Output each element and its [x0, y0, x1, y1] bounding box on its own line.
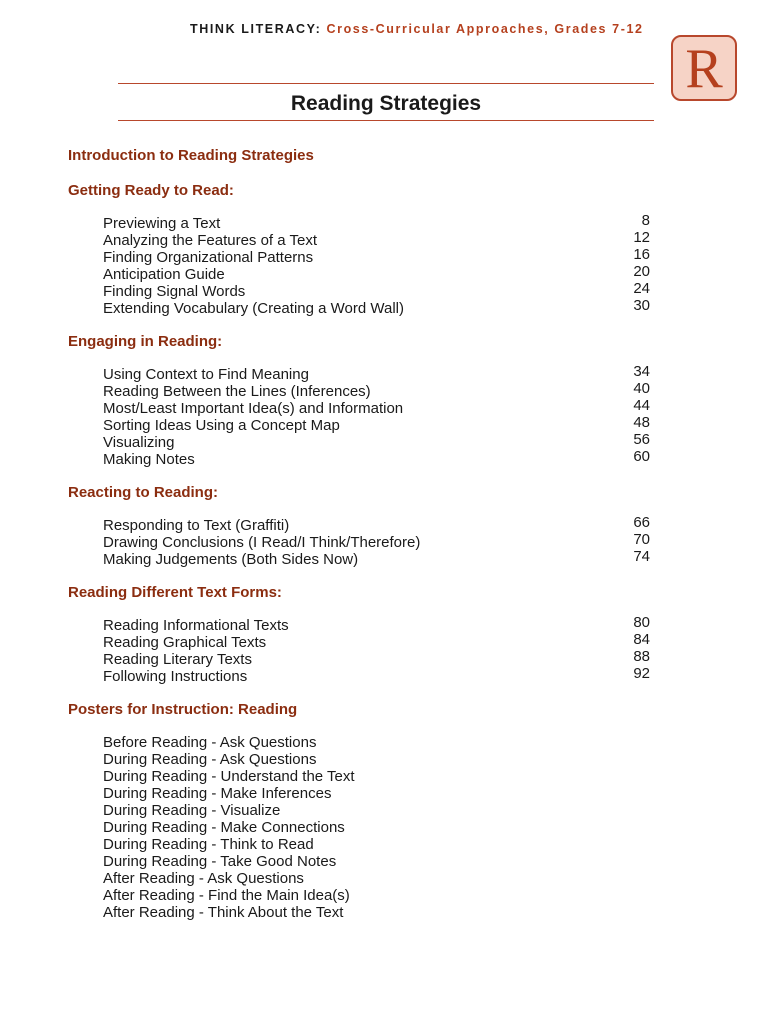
toc-entry[interactable]: [68, 280, 654, 300]
toc-entry-label: Visualizing: [103, 434, 175, 451]
toc-entry-label: During Reading - Make Inferences: [103, 785, 332, 802]
toc-entry-label: During Reading - Ask Questions: [103, 751, 317, 768]
toc-entry-page-number: 30: [633, 297, 650, 314]
toc-entry[interactable]: [68, 614, 654, 634]
toc-section-title: Posters for Instruction: Reading: [68, 701, 298, 718]
toc-entry-label: Most/Least Important Idea(s) and Information: [103, 400, 404, 417]
toc-entry-label: During Reading - Understand the Text: [103, 768, 355, 785]
toc-entry-page-number: 66: [633, 514, 650, 531]
toc-entry-page-number: 80: [633, 614, 650, 631]
running-header: [190, 22, 660, 36]
toc-section: [68, 333, 654, 468]
toc-entry-page-number: 92: [633, 665, 650, 682]
toc-entry[interactable]: [68, 751, 654, 768]
toc-entry-label: During Reading - Take Good Notes: [103, 853, 337, 870]
toc-section: [68, 182, 654, 317]
toc-entry-label: Reading Literary Texts: [103, 651, 252, 668]
toc-entry-list: [68, 212, 654, 317]
toc-entry-page-number: 20: [633, 263, 650, 280]
toc-entry[interactable]: [68, 802, 654, 819]
toc-entry[interactable]: [68, 431, 654, 451]
toc-entry-label: Analyzing the Features of a Text: [103, 232, 318, 249]
toc-entry[interactable]: [68, 870, 654, 887]
toc-entry[interactable]: [68, 414, 654, 434]
title-rule-bottom: [118, 120, 654, 121]
toc-entry-label: Reading Informational Texts: [103, 617, 289, 634]
title-rule-top: [118, 83, 654, 84]
toc-entry[interactable]: [68, 363, 654, 383]
toc-entry-label: After Reading - Find the Main Idea(s): [103, 887, 350, 904]
toc-entry-list: [68, 614, 654, 685]
logo-letter: R: [685, 38, 723, 100]
toc-entry-label: Extending Vocabulary (Creating a Word Wall): [103, 300, 404, 317]
toc-entry[interactable]: [68, 853, 654, 870]
toc-entry[interactable]: [68, 263, 654, 283]
toc-entry-page-number: 84: [633, 631, 650, 648]
toc-entry-page-number: 16: [633, 246, 650, 263]
toc-section-title: Reacting to Reading:: [68, 484, 219, 501]
toc-entry[interactable]: [68, 548, 654, 568]
toc-entry[interactable]: [68, 665, 654, 685]
toc-entry-page-number: 12: [633, 229, 650, 246]
toc-entry-page-number: 88: [633, 648, 650, 665]
toc-entry-label: Finding Signal Words: [103, 283, 246, 300]
toc-intro-section: [68, 147, 654, 165]
toc-entry[interactable]: [68, 631, 654, 651]
toc-section: [68, 484, 654, 568]
toc-entry-list: [68, 514, 654, 568]
toc-section: [68, 584, 654, 685]
toc-entry-page-number: 60: [633, 448, 650, 465]
toc-entry-label: During Reading - Think to Read: [103, 836, 314, 853]
toc-entry-label: During Reading - Make Connections: [103, 819, 345, 836]
toc-entry[interactable]: [68, 819, 654, 836]
toc-section: [68, 701, 654, 921]
toc-entry-label: Finding Organizational Patterns: [103, 249, 314, 266]
toc-entry-page-number: 40: [633, 380, 650, 397]
toc-entry-list: [68, 363, 654, 468]
toc-section-title: Reading Different Text Forms:: [68, 584, 282, 601]
toc-entry[interactable]: [68, 904, 654, 921]
toc-entry-label: During Reading - Visualize: [103, 802, 281, 819]
toc-entry-list: [68, 734, 654, 921]
toc-entry-label: Responding to Text (Graffiti): [103, 517, 290, 534]
toc-entry[interactable]: [68, 887, 654, 904]
toc-entry[interactable]: [68, 380, 654, 400]
toc-entry-label: Making Judgements (Both Sides Now): [103, 551, 359, 568]
toc-entry[interactable]: [68, 785, 654, 802]
toc-entry-page-number: 34: [633, 363, 650, 380]
toc-entry-label: Reading Between the Lines (Inferences): [103, 383, 371, 400]
toc-entry-label: Reading Graphical Texts: [103, 634, 267, 651]
header-subtitle: Cross-Curricular Approaches, Grades 7-12: [326, 22, 644, 36]
toc-entry[interactable]: [68, 246, 654, 266]
toc-entry[interactable]: [68, 648, 654, 668]
toc-entry[interactable]: [68, 734, 654, 751]
toc-entry[interactable]: [68, 397, 654, 417]
toc-entry-label: After Reading - Ask Questions: [103, 870, 304, 887]
toc-entry-page-number: 24: [633, 280, 650, 297]
toc-entry-page-number: 74: [633, 548, 650, 565]
toc-entry-label: Before Reading - Ask Questions: [103, 734, 317, 751]
section-r-logo: [671, 35, 737, 101]
toc-entry-label: Anticipation Guide: [103, 266, 225, 283]
toc-entry[interactable]: [68, 212, 654, 232]
toc-section-title: Engaging in Reading:: [68, 333, 223, 350]
toc-entry[interactable]: [68, 297, 654, 317]
table-of-contents: [68, 147, 654, 937]
toc-entry-label: Sorting Ideas Using a Concept Map: [103, 417, 340, 434]
toc-section-title: Getting Ready to Read:: [68, 182, 234, 199]
toc-entry[interactable]: [68, 531, 654, 551]
toc-entry-label: After Reading - Think About the Text: [103, 904, 344, 921]
toc-entry-page-number: 8: [641, 212, 650, 229]
toc-entry[interactable]: [68, 514, 654, 534]
toc-intro-title[interactable]: Introduction to Reading Strategies: [68, 147, 314, 164]
toc-entry[interactable]: [68, 836, 654, 853]
toc-entry-label: Making Notes: [103, 451, 195, 468]
toc-entry-label: Previewing a Text: [103, 215, 221, 232]
toc-entry-label: Drawing Conclusions (I Read/I Think/Therefore): [103, 534, 421, 551]
header-brand: THINK LITERACY:: [190, 22, 322, 36]
toc-entry[interactable]: [68, 229, 654, 249]
toc-entry[interactable]: [68, 768, 654, 785]
toc-entry-page-number: 48: [633, 414, 650, 431]
toc-entry-page-number: 70: [633, 531, 650, 548]
toc-entry-label: Using Context to Find Meaning: [103, 366, 309, 383]
toc-entry-label: Following Instructions: [103, 668, 248, 685]
toc-entry-page-number: 44: [633, 397, 650, 414]
page-title: Reading Strategies: [290, 92, 482, 115]
toc-entry[interactable]: [68, 448, 654, 468]
toc-entry-page-number: 56: [633, 431, 650, 448]
